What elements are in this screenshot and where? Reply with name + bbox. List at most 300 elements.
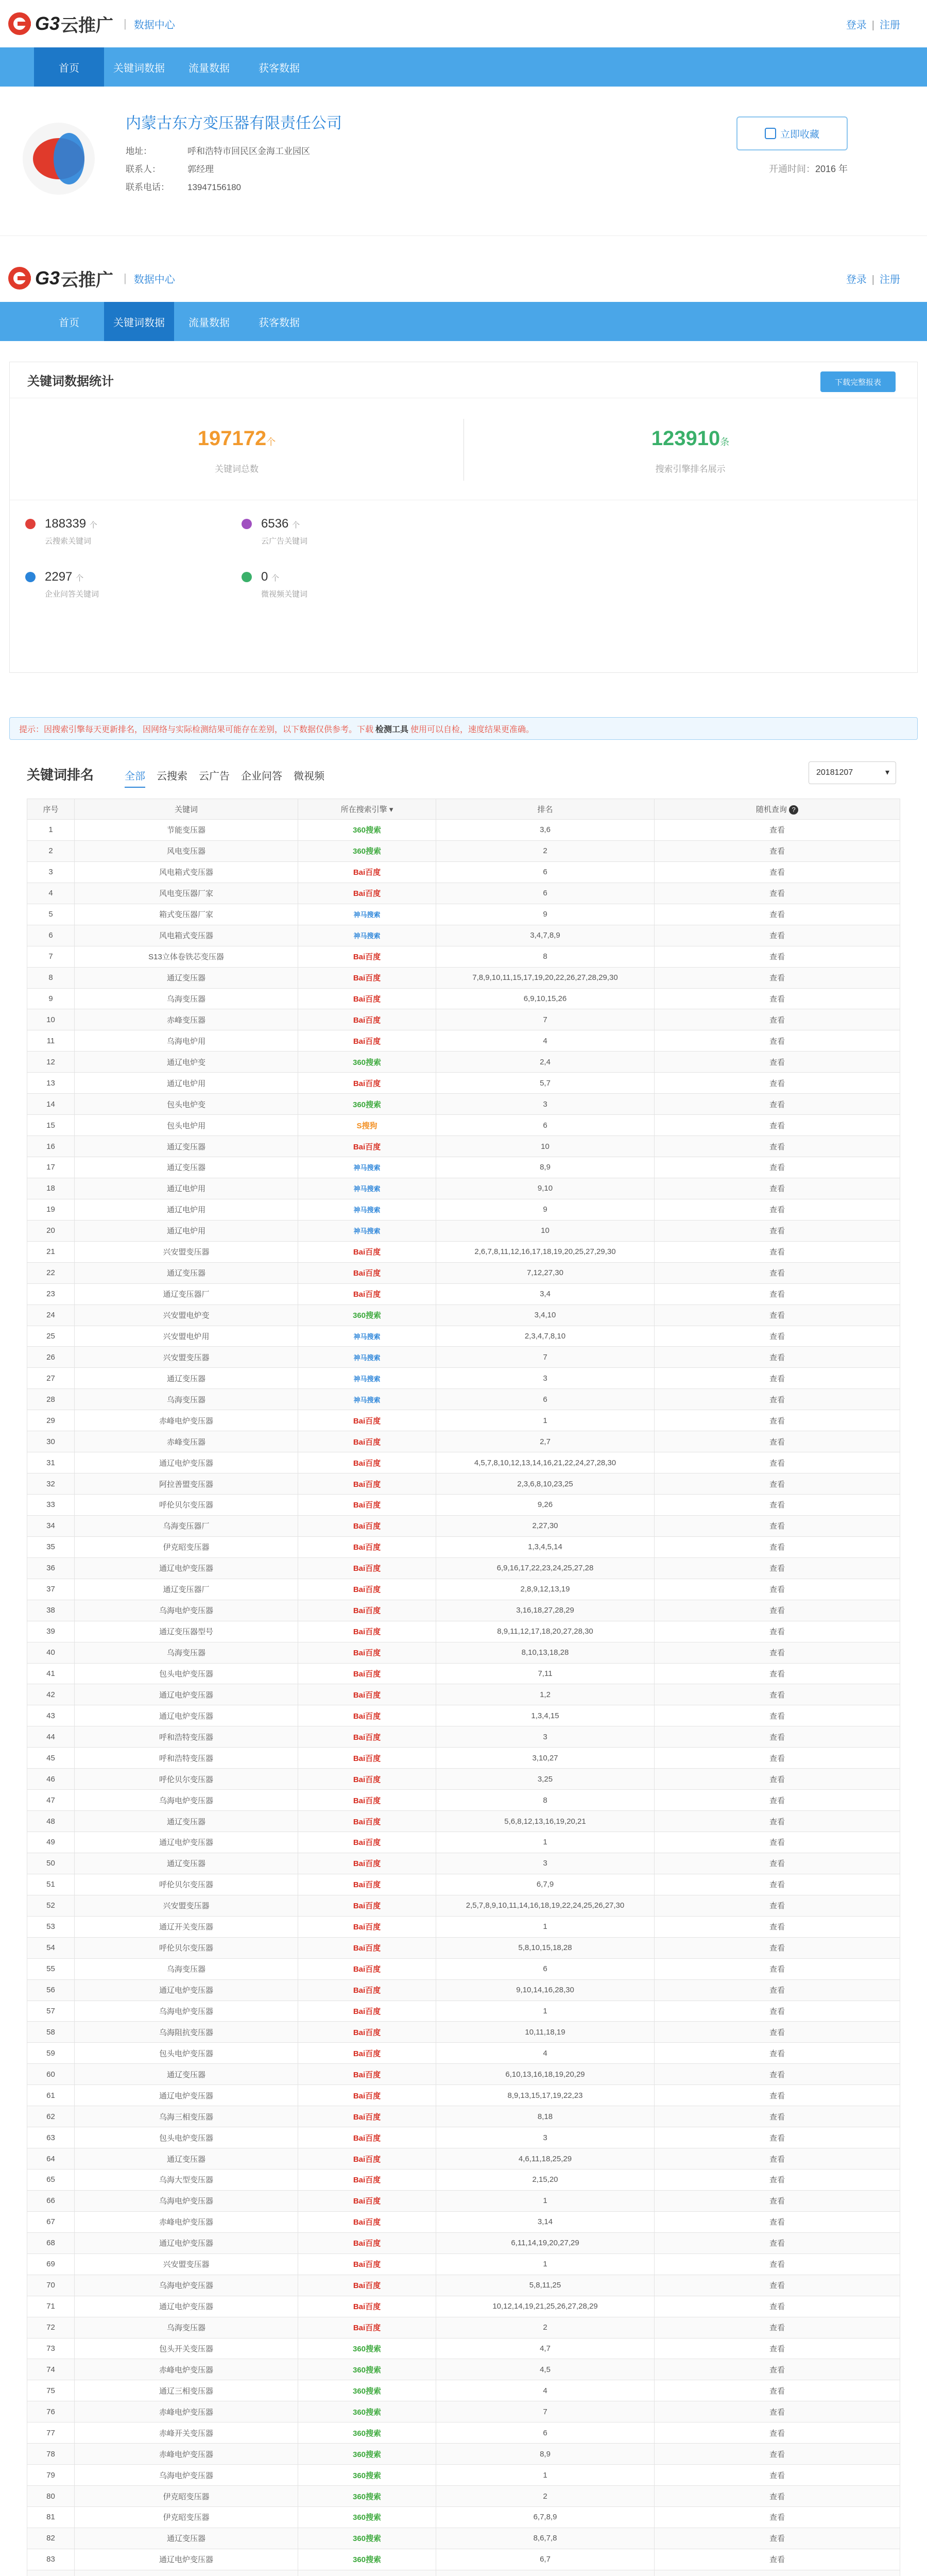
row-keyword: 乌海电炉变压器 xyxy=(75,1790,298,1811)
col-no: 序号 xyxy=(27,799,75,820)
row-number: 64 xyxy=(27,2148,75,2170)
login-link[interactable]: 登录 xyxy=(846,274,867,285)
row-number: 45 xyxy=(27,1748,75,1769)
row-check-link[interactable]: 查看 xyxy=(655,1326,900,1347)
nav-home[interactable]: 首页 xyxy=(34,47,104,87)
row-rank: 1 xyxy=(436,1916,655,1937)
row-rank: 4,5,7,8,10,12,13,14,16,21,22,24,27,28,30 xyxy=(436,1452,655,1473)
date-select[interactable]: 20181207 ▾ xyxy=(809,761,896,784)
table-row xyxy=(27,2001,900,2022)
row-check-link[interactable]: 查看 xyxy=(655,2253,900,2275)
divider: | xyxy=(124,17,127,30)
bookmark-button[interactable] xyxy=(736,116,848,150)
row-check-link[interactable]: 查看 xyxy=(655,2296,900,2317)
row-number: 3 xyxy=(27,861,75,883)
row-keyword: 通辽变压器 xyxy=(75,2064,298,2085)
row-keyword: 赤峰变压器 xyxy=(75,1431,298,1452)
row-keyword: 赤峰电炉变压器 xyxy=(75,2211,298,2232)
row-check-link[interactable]: 查看 xyxy=(655,1853,900,1874)
row-check-link[interactable]: 查看 xyxy=(655,1431,900,1452)
row-rank: 2,3,4,7,8,10 xyxy=(436,1326,655,1347)
row-check-link[interactable]: 查看 xyxy=(655,1937,900,1958)
360-engine-icon: 360搜索 xyxy=(352,847,382,856)
baidu-engine-icon: Bai百度 xyxy=(353,1859,381,1869)
row-number: 73 xyxy=(27,2338,75,2359)
table-row xyxy=(27,2043,900,2064)
table-row xyxy=(27,2486,900,2507)
row-rank: 8,18 xyxy=(436,2106,655,2127)
row-check-link[interactable]: 查看 xyxy=(655,1495,900,1516)
row-engine xyxy=(298,2275,436,2296)
row-check-link[interactable]: 查看 xyxy=(655,2190,900,2211)
table-row xyxy=(27,925,900,946)
row-engine xyxy=(298,2570,436,2576)
360-engine-icon: 360搜索 xyxy=(352,826,382,835)
brand-logo-2[interactable] xyxy=(8,265,175,292)
row-engine xyxy=(298,2422,436,2444)
360-engine-icon: 360搜索 xyxy=(352,1311,382,1320)
row-rank: 6,7,9 xyxy=(436,1874,655,1895)
row-check-link[interactable]: 查看 xyxy=(655,2148,900,2170)
row-check-link[interactable]: 查看 xyxy=(655,1199,900,1220)
link-separator: | xyxy=(871,274,874,285)
baidu-engine-icon: Bai百度 xyxy=(353,1669,381,1679)
nav-customers[interactable]: 获客数据 xyxy=(259,62,300,74)
tab-qa[interactable]: 企业问答 xyxy=(241,771,282,782)
nav-home[interactable]: 首页 xyxy=(59,317,79,329)
row-check-link[interactable]: 查看 xyxy=(655,2170,900,2191)
row-number: 60 xyxy=(27,2064,75,2085)
row-engine xyxy=(298,2211,436,2232)
row-number: 10 xyxy=(27,1009,75,1030)
row-rank: 10 xyxy=(436,1220,655,1241)
row-check-link[interactable]: 查看 xyxy=(655,2085,900,2106)
row-check-link[interactable]: 查看 xyxy=(655,904,900,925)
row-check-link[interactable]: 查看 xyxy=(655,988,900,1009)
baidu-engine-icon: Bai百度 xyxy=(353,1880,381,1890)
table-row xyxy=(27,2465,900,2486)
table-row xyxy=(27,2127,900,2148)
row-keyword: 通辽变压器 xyxy=(75,2528,298,2549)
row-check-link[interactable]: 查看 xyxy=(655,2380,900,2401)
row-check-link[interactable]: 查看 xyxy=(655,883,900,904)
baidu-engine-icon: Bai百度 xyxy=(353,1986,381,1995)
row-rank: 4 xyxy=(436,1030,655,1052)
row-number: 42 xyxy=(27,1684,75,1705)
row-number: 47 xyxy=(27,1790,75,1811)
row-check-link[interactable]: 查看 xyxy=(655,1916,900,1937)
row-check-link[interactable]: 查看 xyxy=(655,1705,900,1726)
row-check-link[interactable]: 查看 xyxy=(655,1642,900,1663)
row-keyword: 通辽电炉变压器 xyxy=(75,2232,298,2253)
row-check-link[interactable]: 查看 xyxy=(655,1726,900,1748)
row-check-link[interactable]: 查看 xyxy=(655,1452,900,1473)
row-engine xyxy=(298,904,436,925)
row-keyword: 赤峰电炉变压器 xyxy=(75,2359,298,2380)
row-check-link[interactable]: 查看 xyxy=(655,2486,900,2507)
row-engine xyxy=(298,1030,436,1052)
row-engine xyxy=(298,2127,436,2148)
row-engine xyxy=(298,1515,436,1536)
row-number: 79 xyxy=(27,2465,75,2486)
row-number: 63 xyxy=(27,2127,75,2148)
register-link[interactable]: 注册 xyxy=(880,20,900,31)
row-number: 53 xyxy=(27,1916,75,1937)
row-rank: 7 xyxy=(436,2401,655,2422)
row-check-link[interactable]: 查看 xyxy=(655,1009,900,1030)
company-name[interactable]: 内蒙古东方变压器有限责任公司 xyxy=(126,115,342,132)
row-keyword: 包头电炉用 xyxy=(75,1115,298,1136)
row-check-link[interactable]: 查看 xyxy=(655,967,900,988)
row-check-link[interactable]: 查看 xyxy=(655,2127,900,2148)
row-check-link[interactable]: 查看 xyxy=(655,1030,900,1052)
row-engine xyxy=(298,1916,436,1937)
row-keyword: 乌海电炉变压器 xyxy=(75,2465,298,2486)
row-rank: 8 xyxy=(436,946,655,967)
row-check-link[interactable]: 查看 xyxy=(655,1621,900,1642)
login-link[interactable]: 登录 xyxy=(846,20,867,31)
row-check-link[interactable]: 查看 xyxy=(655,1389,900,1410)
row-keyword: 通辽变压器 xyxy=(75,1368,298,1389)
baidu-engine-icon: Bai百度 xyxy=(353,2281,381,2291)
row-number: 4 xyxy=(27,883,75,904)
baidu-engine-icon: Bai百度 xyxy=(353,1902,381,1911)
row-check-link[interactable]: 查看 xyxy=(655,1811,900,1832)
table-row xyxy=(27,2106,900,2127)
row-check-link[interactable] xyxy=(655,2570,900,2576)
table-row xyxy=(27,2528,900,2549)
row-rank: 6 xyxy=(436,861,655,883)
row-check-link[interactable]: 查看 xyxy=(655,1220,900,1241)
baidu-engine-icon: Bai百度 xyxy=(353,2260,381,2269)
row-number: 31 xyxy=(27,1452,75,1473)
row-number: 75 xyxy=(27,2380,75,2401)
row-keyword: 呼和浩特变压器 xyxy=(75,1748,298,1769)
row-rank: 3 xyxy=(436,2127,655,2148)
row-check-link[interactable]: 查看 xyxy=(655,1748,900,1769)
row-check-link[interactable]: 查看 xyxy=(655,946,900,967)
row-check-link[interactable]: 查看 xyxy=(655,1368,900,1389)
row-number: 2 xyxy=(27,840,75,861)
row-engine xyxy=(298,1642,436,1663)
table-row xyxy=(27,1094,900,1115)
row-rank: 3,10,27 xyxy=(436,1748,655,1769)
tab-all[interactable]: 全部 xyxy=(125,768,145,788)
sm-engine-icon: 神马搜索 xyxy=(353,1164,381,1172)
row-check-link[interactable]: 查看 xyxy=(655,2465,900,2486)
register-link[interactable]: 注册 xyxy=(880,274,900,285)
row-number: 70 xyxy=(27,2275,75,2296)
row-number: 32 xyxy=(27,1473,75,1495)
baidu-engine-icon: Bai百度 xyxy=(353,2049,381,2058)
row-check-link[interactable]: 查看 xyxy=(655,2022,900,2043)
baidu-engine-icon: Bai百度 xyxy=(353,1437,381,1447)
row-check-link[interactable]: 查看 xyxy=(655,2275,900,2296)
rank-title: 关键词排名 xyxy=(27,767,94,783)
row-rank: 3 xyxy=(436,1094,655,1115)
row-check-link[interactable]: 查看 xyxy=(655,2064,900,2085)
row-rank: 4,6,11,18,25,29 xyxy=(436,2148,655,2170)
table-row xyxy=(27,1937,900,1958)
row-number: 51 xyxy=(27,1874,75,1895)
row-check-link[interactable]: 查看 xyxy=(655,1874,900,1895)
row-check-link[interactable]: 查看 xyxy=(655,1178,900,1199)
row-check-link[interactable]: 查看 xyxy=(655,1094,900,1115)
row-check-link[interactable]: 查看 xyxy=(655,1557,900,1579)
row-check-link[interactable]: 查看 xyxy=(655,2338,900,2359)
row-check-link[interactable]: 查看 xyxy=(655,820,900,841)
help-icon[interactable]: ? xyxy=(789,805,798,815)
download-report-button[interactable]: 下载完整报表 xyxy=(820,371,896,392)
row-engine xyxy=(298,1410,436,1431)
row-check-link[interactable]: 查看 xyxy=(655,925,900,946)
sogou-engine-icon: S搜狗 xyxy=(356,1121,377,1130)
baidu-engine-icon: Bai百度 xyxy=(353,2197,381,2206)
row-number: 46 xyxy=(27,1769,75,1790)
row-check-link[interactable]: 查看 xyxy=(655,1579,900,1600)
row-number: 48 xyxy=(27,1811,75,1832)
table-row xyxy=(27,1705,900,1726)
row-check-link[interactable]: 查看 xyxy=(655,840,900,861)
table-row xyxy=(27,1769,900,1790)
nav-traffic[interactable]: 流量数据 xyxy=(188,62,230,74)
row-check-link[interactable]: 查看 xyxy=(655,1283,900,1304)
row-check-link[interactable]: 查看 xyxy=(655,2401,900,2422)
row-check-link[interactable]: 查看 xyxy=(655,1536,900,1557)
row-check-link[interactable]: 查看 xyxy=(655,1347,900,1368)
row-check-link[interactable]: 查看 xyxy=(655,2507,900,2528)
stat-value: 0 xyxy=(261,570,268,584)
baidu-engine-icon: Bai百度 xyxy=(353,1543,381,1552)
baidu-engine-icon: Bai百度 xyxy=(353,1416,381,1426)
row-keyword: 通辽电炉变压器 xyxy=(75,1452,298,1473)
row-check-link[interactable]: 查看 xyxy=(655,1832,900,1853)
table-row xyxy=(27,1009,900,1030)
row-check-link[interactable]: 查看 xyxy=(655,2359,900,2380)
row-check-link[interactable]: 查看 xyxy=(655,1515,900,1536)
row-rank: 6,7,8,9 xyxy=(436,2507,655,2528)
row-rank: 2 xyxy=(436,840,655,861)
row-engine xyxy=(298,883,436,904)
row-check-link[interactable]: 查看 xyxy=(655,1684,900,1705)
row-keyword: 风电箱式变压器 xyxy=(75,925,298,946)
table-row xyxy=(27,988,900,1009)
row-rank: 2,27,30 xyxy=(436,1515,655,1536)
row-rank: 9,26 xyxy=(436,1495,655,1516)
tab-video[interactable]: 微视频 xyxy=(294,771,324,782)
row-engine xyxy=(298,2232,436,2253)
row-engine xyxy=(298,1895,436,1916)
brand-logo[interactable] xyxy=(8,10,175,37)
row-check-link[interactable]: 查看 xyxy=(655,2444,900,2465)
table-row xyxy=(27,1621,900,1642)
row-engine xyxy=(298,861,436,883)
row-check-link[interactable]: 查看 xyxy=(655,2043,900,2064)
row-engine xyxy=(298,1536,436,1557)
row-check-link[interactable]: 查看 xyxy=(655,1073,900,1094)
row-check-link[interactable]: 查看 xyxy=(655,1790,900,1811)
row-engine xyxy=(298,1495,436,1516)
row-number: 16 xyxy=(27,1136,75,1157)
row-rank: 7,12,27,30 xyxy=(436,1262,655,1283)
nav-customers[interactable]: 获客数据 xyxy=(259,317,300,329)
table-row xyxy=(27,2422,900,2444)
table-row xyxy=(27,1178,900,1199)
table-row xyxy=(27,1452,900,1473)
row-keyword: 乌海阻抗变压器 xyxy=(75,2022,298,2043)
nav-traffic[interactable]: 流量数据 xyxy=(188,317,230,329)
row-keyword: 通辽电炉变压器 xyxy=(75,2549,298,2570)
row-engine xyxy=(298,1326,436,1347)
row-number: 41 xyxy=(27,1663,75,1684)
table-row xyxy=(27,2232,900,2253)
bookmark-icon xyxy=(765,128,776,139)
row-keyword: 通辽变压器 xyxy=(75,1157,298,1178)
sort-down-icon: ▾ xyxy=(389,805,393,814)
stat-value: 188339 xyxy=(45,517,87,531)
row-engine xyxy=(298,2317,436,2338)
row-check-link[interactable]: 查看 xyxy=(655,861,900,883)
tab-cloud-ads[interactable]: 云广告 xyxy=(199,771,230,782)
row-rank: 3,4,10 xyxy=(436,1304,655,1326)
row-check-link[interactable]: 查看 xyxy=(655,2106,900,2127)
row-check-link[interactable]: 查看 xyxy=(655,2232,900,2253)
row-check-link[interactable]: 查看 xyxy=(655,1157,900,1178)
row-check-link[interactable]: 查看 xyxy=(655,1304,900,1326)
stat-value: 2297 xyxy=(45,570,73,584)
table-row xyxy=(27,1326,900,1347)
stat-qa xyxy=(25,570,242,599)
row-check-link[interactable]: 查看 xyxy=(655,2317,900,2338)
table-row xyxy=(27,1389,900,1410)
row-check-link[interactable]: 查看 xyxy=(655,1262,900,1283)
row-keyword: 通辽三相变压器 xyxy=(75,2380,298,2401)
row-check-link[interactable]: 查看 xyxy=(655,1473,900,1495)
row-check-link[interactable]: 查看 xyxy=(655,1115,900,1136)
row-rank: 6 xyxy=(436,1115,655,1136)
row-number: 83 xyxy=(27,2549,75,2570)
row-number: 39 xyxy=(27,1621,75,1642)
col-check-label: 随机查询 xyxy=(756,805,787,814)
account-links xyxy=(846,16,900,31)
table-row xyxy=(27,1811,900,1832)
status-dot-icon xyxy=(242,519,252,529)
contact-label: 联系人： xyxy=(126,164,161,174)
since-value: 2016 年 xyxy=(815,164,848,174)
row-engine xyxy=(298,1832,436,1853)
row-check-link[interactable]: 查看 xyxy=(655,2549,900,2570)
total-traffic-label: 搜索引擎排名展示 xyxy=(655,464,726,474)
row-check-link[interactable]: 查看 xyxy=(655,2528,900,2549)
row-keyword: 赤峰开关变压器 xyxy=(75,2422,298,2444)
row-rank: 1,3,4,15 xyxy=(436,1705,655,1726)
row-keyword: 通辽开关变压器 xyxy=(75,1916,298,1937)
table-row xyxy=(27,1410,900,1431)
baidu-engine-icon: Bai百度 xyxy=(353,1690,381,1700)
col-engine[interactable] xyxy=(298,799,436,820)
company-logo xyxy=(23,123,95,195)
tab-cloud-search[interactable]: 云搜索 xyxy=(157,771,187,782)
row-check-link[interactable]: 查看 xyxy=(655,1958,900,1979)
stat-unit: 个 xyxy=(292,521,300,530)
table-row xyxy=(27,1073,900,1094)
row-check-link[interactable]: 查看 xyxy=(655,1895,900,1916)
row-engine xyxy=(298,1705,436,1726)
row-check-link[interactable]: 查看 xyxy=(655,1241,900,1262)
row-check-link[interactable]: 查看 xyxy=(655,1600,900,1621)
row-engine xyxy=(298,2380,436,2401)
stat-label: 云广告关键词 xyxy=(261,537,308,546)
table-row xyxy=(27,1030,900,1052)
nav-keywords[interactable]: 关键词数据 xyxy=(104,302,174,341)
row-check-link[interactable]: 查看 xyxy=(655,1979,900,2001)
stats-summary xyxy=(10,398,917,500)
row-rank: 8,9 xyxy=(436,1157,655,1178)
row-number: 25 xyxy=(27,1326,75,1347)
table-row xyxy=(27,1536,900,1557)
row-number: 59 xyxy=(27,2043,75,2064)
row-engine xyxy=(298,1853,436,1874)
baidu-engine-icon: Bai百度 xyxy=(353,1754,381,1763)
row-check-link[interactable]: 查看 xyxy=(655,1663,900,1684)
row-keyword: 乌海变压器 xyxy=(75,2317,298,2338)
row-check-link[interactable]: 查看 xyxy=(655,2211,900,2232)
row-check-link[interactable]: 查看 xyxy=(655,1769,900,1790)
row-engine xyxy=(298,1262,436,1283)
row-check-link[interactable]: 查看 xyxy=(655,2001,900,2022)
row-check-link[interactable]: 查看 xyxy=(655,1410,900,1431)
baidu-engine-icon: Bai百度 xyxy=(353,1037,381,1046)
row-keyword: 兴安盟电炉变 xyxy=(75,1304,298,1326)
row-engine xyxy=(298,1811,436,1832)
row-number: 81 xyxy=(27,2507,75,2528)
row-check-link[interactable]: 查看 xyxy=(655,1052,900,1073)
row-check-link[interactable]: 查看 xyxy=(655,2422,900,2444)
table-row xyxy=(27,2148,900,2170)
baidu-engine-icon: Bai百度 xyxy=(353,1248,381,1257)
table-row xyxy=(27,861,900,883)
row-number: 65 xyxy=(27,2170,75,2191)
row-number: 55 xyxy=(27,1958,75,1979)
baidu-engine-icon: Bai百度 xyxy=(353,868,381,877)
row-number: 78 xyxy=(27,2444,75,2465)
row-engine xyxy=(298,2022,436,2043)
row-engine xyxy=(298,1009,436,1030)
table-row xyxy=(27,2085,900,2106)
notice-tool-link[interactable]: 检测工具 xyxy=(375,725,409,734)
360-engine-icon: 360搜索 xyxy=(352,2534,382,2544)
row-engine xyxy=(298,1347,436,1368)
row-number: 80 xyxy=(27,2486,75,2507)
row-engine xyxy=(298,1726,436,1748)
brand-subtitle: 数据中心 xyxy=(133,19,175,31)
table-row xyxy=(27,1600,900,1621)
row-keyword: 赤峰电炉变压器 xyxy=(75,1410,298,1431)
row-check-link[interactable]: 查看 xyxy=(655,1136,900,1157)
table-row xyxy=(27,1853,900,1874)
row-rank: 9,10,14,16,28,30 xyxy=(436,1979,655,2001)
baidu-engine-icon: Bai百度 xyxy=(353,1944,381,1953)
nav-keywords[interactable]: 关键词数据 xyxy=(113,62,165,74)
row-keyword: 呼伦贝尔变压器 xyxy=(75,1874,298,1895)
baidu-engine-icon: Bai百度 xyxy=(353,1290,381,1299)
baidu-engine-icon: Bai百度 xyxy=(353,2091,381,2100)
phone-value: 13947156180 xyxy=(187,182,242,192)
row-rank: 7,8,9,10,11,15,17,19,20,22,26,27,28,29,30 xyxy=(436,967,655,988)
row-keyword: 通辽变压器 xyxy=(75,1853,298,1874)
table-row xyxy=(27,2296,900,2317)
baidu-engine-icon: Bai百度 xyxy=(353,1079,381,1088)
